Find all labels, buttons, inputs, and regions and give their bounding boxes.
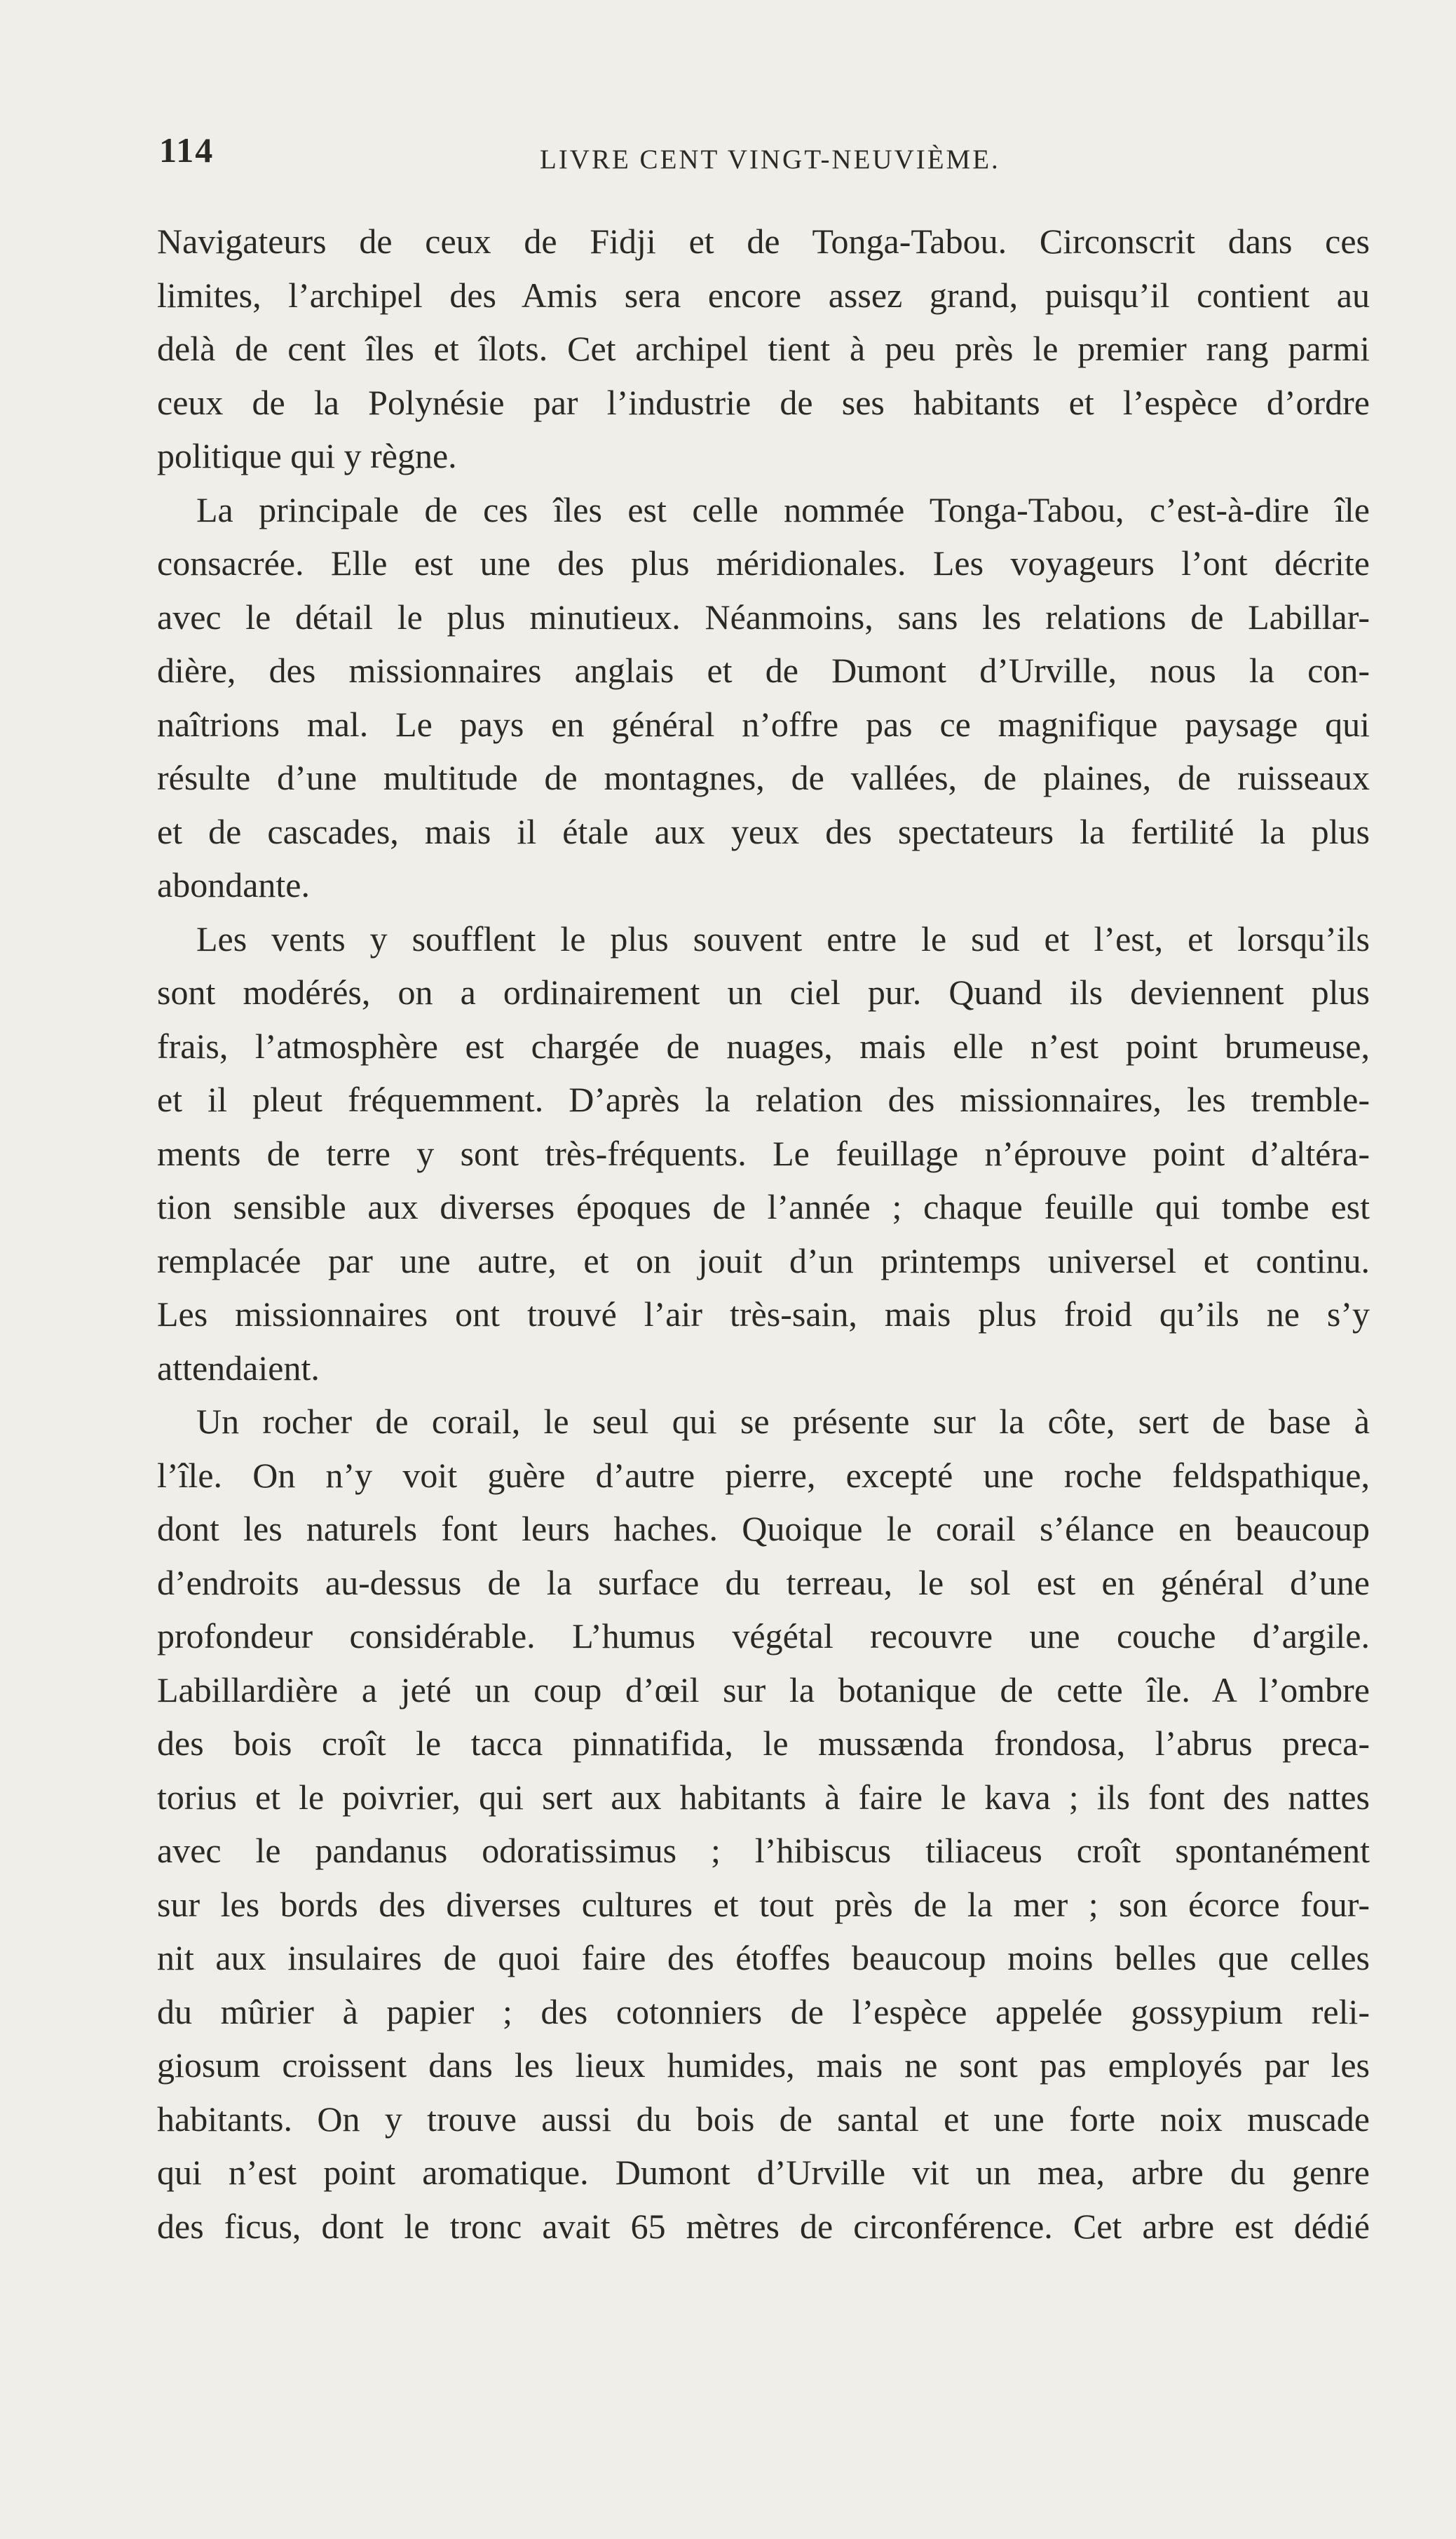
text-line: du mûrier à papier ; des cotonniers de l’espèce appelée gossypium reli- [157, 1991, 1370, 2031]
text-line: nit aux insulaires de quoi faire des étoffes beaucoup moins belles que celles [157, 1938, 1370, 1977]
text-line: abondante. [157, 865, 310, 905]
text-line: naîtrions mal. Le pays en général n’offre pas ce magnifique paysage qui [157, 704, 1370, 744]
text-line: giosum croissent dans les lieux humides, mais ne sont pas employés par les [157, 2045, 1370, 2085]
text-line: sont modérés, on a ordinairement un ciel pur. Quand ils deviennent plus [157, 973, 1370, 1012]
paragraph-2 [157, 483, 1370, 912]
text-line: delà de cent îles et îlots. Cet archipel tient à peu près le premier rang parmi [157, 329, 1370, 368]
paragraph-3 [157, 912, 1370, 1395]
text-line: habitants. On y trouve aussi du bois de santal et une forte noix muscade [157, 2099, 1370, 2139]
text-line: dière, des missionnaires anglais et de Dumont d’Urville, nous la con- [157, 651, 1370, 690]
text-line: l’île. On n’y voit guère d’autre pierre, excepté une roche feldspathique, [157, 1455, 1370, 1495]
text-line: et de cascades, mais il étale aux yeux des spectateurs la fertilité la plus [157, 811, 1370, 851]
text-line: avec le pandanus odoratissimus ; l’hibiscus tiliaceus croît spontanément [157, 1831, 1370, 1870]
text-line: remplacée par une autre, et on jouit d’un printemps universel et continu. [157, 1240, 1370, 1280]
running-head: LIVRE CENT VINGT-NEUVIÈME. [540, 144, 1000, 175]
text-line: Labillardière a jeté un coup d’œil sur la botanique de cette île. A l’ombre [157, 1670, 1370, 1709]
text-line: Les missionnaires ont trouvé l’air très-sain, mais plus froid qu’ils ne s’y [157, 1294, 1370, 1334]
text-line: politique qui y règne. [157, 436, 457, 475]
text-line: La principale de ces îles est celle nommée Tonga-Tabou, c’est-à-dire île [196, 489, 1370, 529]
text-line: et il pleut fréquemment. D’après la relation des missionnaires, les tremble- [157, 1080, 1370, 1119]
text-line: avec le détail le plus minutieux. Néanmoins, sans les relations de Labillar- [157, 597, 1370, 637]
text-line: des bois croît le tacca pinnatifida, le mussænda frondosa, l’abrus preca- [157, 1724, 1370, 1763]
page-number: 114 [159, 130, 215, 170]
text-line: Les vents y soufflent le plus souvent entre le sud et l’est, et lorsqu’ils [196, 919, 1370, 959]
text-line: dont les naturels font leurs haches. Quoique le corail s’élance en beaucoup [157, 1509, 1370, 1548]
text-line: Un rocher de corail, le seul qui se présente sur la côte, sert de base à [196, 1402, 1370, 1441]
text-line: consacrée. Elle est une des plus méridionales. Les voyageurs l’ont décrite [157, 543, 1370, 583]
text-line: limites, l’archipel des Amis sera encore assez grand, puisqu’il contient au [157, 275, 1370, 315]
text-line: d’endroits au-dessus de la surface du terreau, le sol est en général d’une [157, 1562, 1370, 1602]
text-line: ments de terre y sont très-fréquents. Le feuillage n’éprouve point d’altéra- [157, 1133, 1370, 1173]
paragraph-1 [157, 215, 1370, 483]
text-line: torius et le poivrier, qui sert aux habitants à faire le kava ; ils font des nattes [157, 1777, 1370, 1817]
text-line: qui n’est point aromatique. Dumont d’Urville vit un mea, arbre du genre [157, 2153, 1370, 2192]
text-line: profondeur considérable. L’humus végétal recouvre une couche d’argile. [157, 1616, 1370, 1656]
paragraph-4 [157, 1395, 1370, 2253]
text-line: frais, l’atmosphère est chargée de nuages, mais elle n’est point brumeuse, [157, 1026, 1370, 1066]
text-line: tion sensible aux diverses époques de l’année ; chaque feuille qui tombe est [157, 1187, 1370, 1226]
text-line: ceux de la Polynésie par l’industrie de ses habitants et l’espèce d’ordre [157, 382, 1370, 422]
text-line: sur les bords des diverses cultures et tout près de la mer ; son écorce four- [157, 1884, 1370, 1924]
body-text [157, 215, 1370, 2253]
text-line: des ficus, dont le tronc avait 65 mètres de circonférence. Cet arbre est dédié [157, 2206, 1370, 2246]
text-line: Navigateurs de ceux de Fidji et de Tonga-Tabou. Circonscrit dans ces [157, 222, 1370, 261]
text-line: attendaient. [157, 1348, 320, 1388]
text-line: résulte d’une multitude de montagnes, de vallées, de plaines, de ruisseaux [157, 758, 1370, 797]
